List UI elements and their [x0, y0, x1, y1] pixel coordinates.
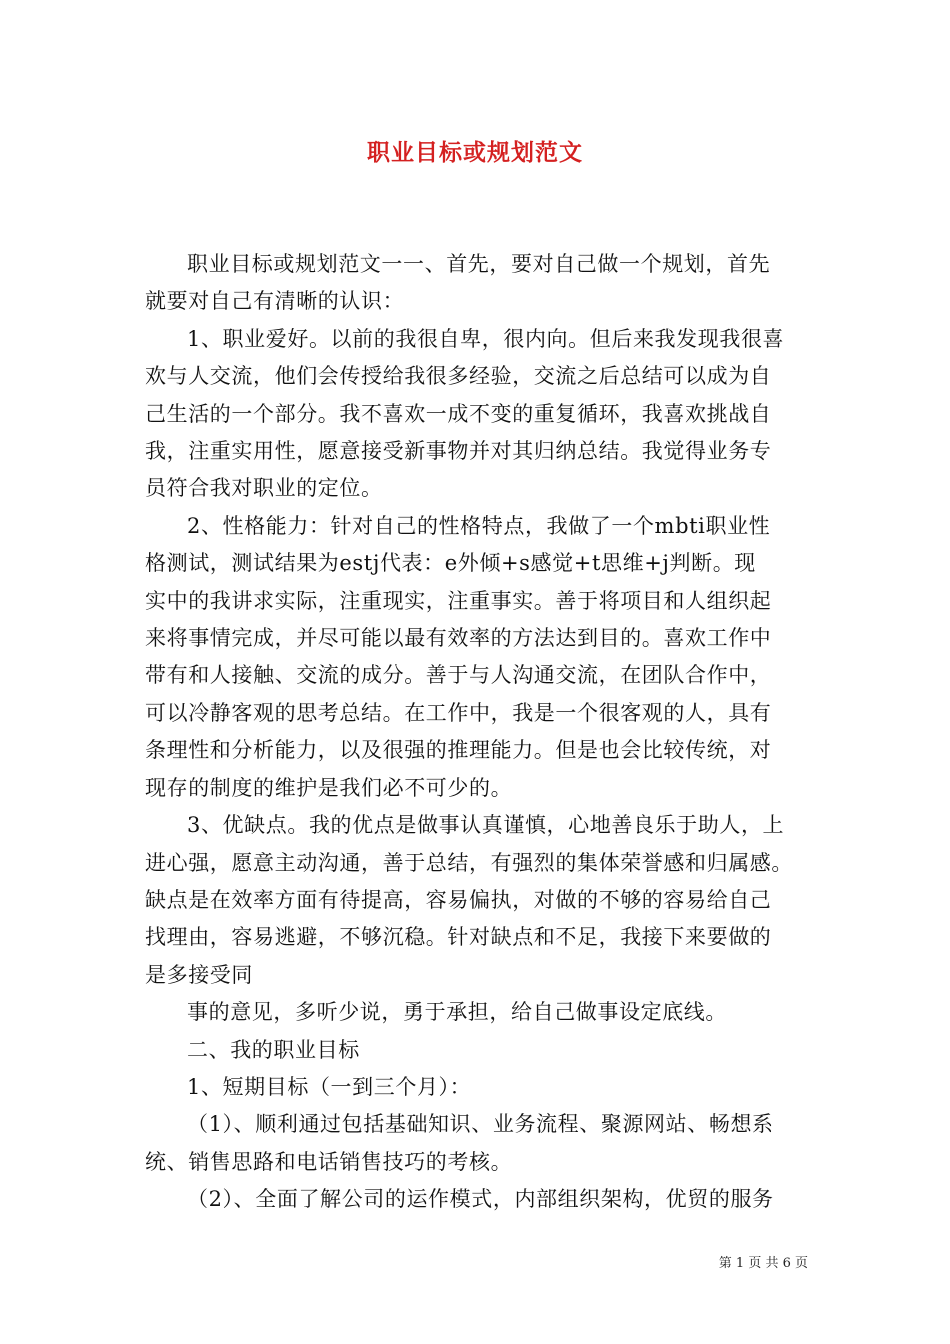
- document-title: 职业目标或规划范文: [367, 139, 583, 166]
- paragraph-personality-ability: 2、性格能力：针对自己的性格特点，我做了一个mbti职业性 格测试，测试结果为estj代表：e外倾+s感觉+t思维+j判断。现 实中的我讲求实际，注重现实，注重事实。善于将项目和人组织起 来将事情完成，并尽可能以最有效率的方法达到目的。喜欢工作中 带有和人接触、交流的成分。善于与人沟通交流，在团队合作中， 可以冷静客观的思考总结。在工作中，我是一个很客观的人，具有 条理性和分析能力，以及很强的推理能力。但是也会比较传统，对 现存的制度的维护是我们必不可少的。: [145, 513, 772, 800]
- section-heading-career-goals: 二、我的职业目标: [187, 1037, 360, 1062]
- paragraph-strengths-weaknesses: 3、优缺点。我的优点是做事认真谨慎，心地善良乐于助人，上 进心强，愿意主动沟通，善于总结，有强烈的集体荣誉感和归属感。 缺点是在效率方面有待提高，容易偏执，对做的不够的容易给自己 找理由，容易逃避，不够沉稳。针对缺点和不足，我接下来要做的 是多接受同: [145, 813, 793, 987]
- document-body: [145, 246, 815, 1219]
- paragraph-continuation: 事的意见，多听少说，勇于承担，给自己做事设定底线。: [187, 1000, 727, 1025]
- list-item-goal-2: （2）、全面了解公司的运作模式，内部组织架构，优贸的服务: [187, 1187, 774, 1212]
- paragraph-career-interest: 1、职业爱好。以前的我很自卑，很内向。但后来我发现我很喜 欢与人交流，他们会传授给我很多经验，交流之后总结可以成为自 己生活的一个部分。我不喜欢一成不变的重复循环，我喜欢挑战自 我，注重实用性，愿意接受新事物并对其归纳总结。我觉得业务专 员符合我对职业的定位。: [145, 326, 785, 501]
- paragraph-intro: 职业目标或规划范文一一、首先，要对自己做一个规划，首先 就要对自己有清晰的认识：: [145, 252, 771, 314]
- page-number-footer: 第 1 页 共 6 页: [718, 1256, 808, 1271]
- subheading-short-term-goals: 1、短期目标（一到三个月）：: [187, 1074, 472, 1099]
- list-item-goal-1: （1）、顺利通过包括基础知识、业务流程、聚源网站、畅想系 统、销售思路和电话销售技巧的考核。: [145, 1112, 774, 1174]
